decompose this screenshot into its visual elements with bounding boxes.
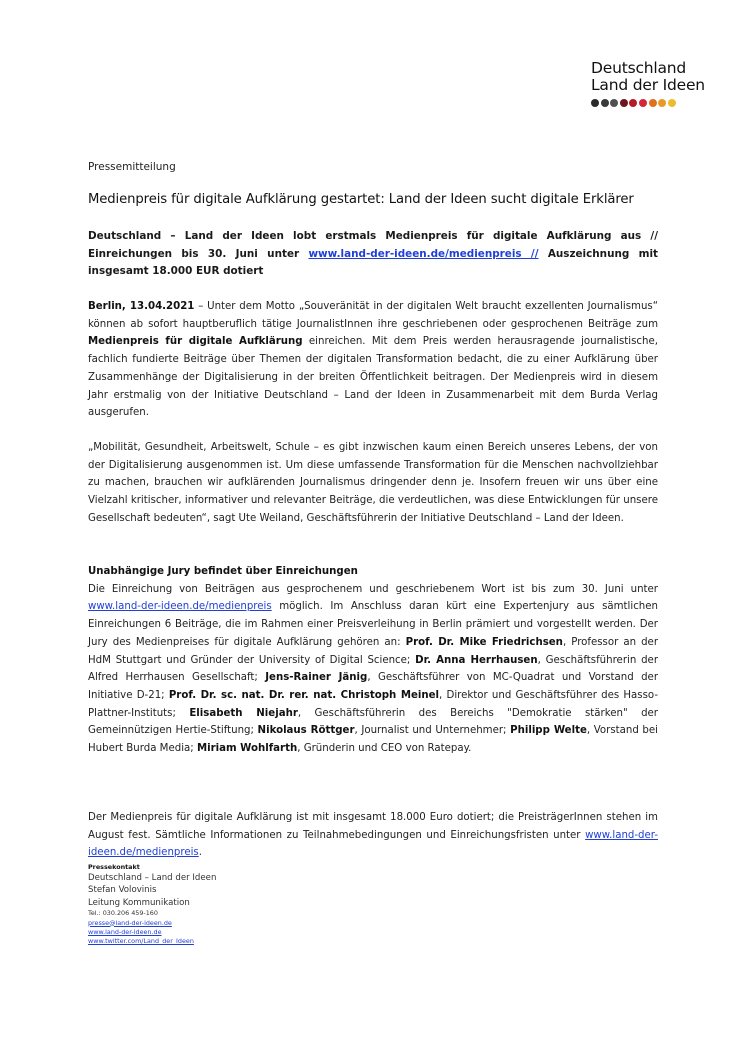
contact-role: Leitung Kommunikation: [88, 897, 190, 908]
contact-phone: Tel.: 030.206 459-160: [88, 909, 158, 918]
juror-name: Dr. Anna Herrhausen: [415, 654, 538, 666]
juror-name: Philipp Welte: [510, 725, 587, 737]
deutschland-land-der-ideen-logo: [591, 60, 711, 107]
document-type-label: Pressemitteilung: [88, 161, 176, 173]
logo-line-1: Deutschland: [591, 59, 687, 77]
juror-name: Prof. Dr. Mike Friedrichsen: [405, 636, 563, 648]
logo-dot-icon: [620, 99, 628, 107]
logo-dot-icon: [639, 99, 647, 107]
logo-line-2: Land der Ideen: [591, 76, 705, 94]
logo-dot-icon: [601, 99, 609, 107]
contact-org: Deutschland – Land der Ideen: [88, 873, 217, 883]
dateline: Berlin, 13.04.2021: [88, 301, 195, 312]
lead-link-medienpreis[interactable]: www.land-der-ideen.de/medienpreis //: [308, 247, 539, 260]
juror-name: Jens-Rainer Jänig: [265, 672, 368, 684]
contact-name: Stefan Volovinis: [88, 885, 157, 896]
paragraph-prize-info: [88, 809, 658, 862]
prize-info-link-medienpreis[interactable]: www.land-der-ideen.de/medienpreis: [88, 829, 658, 859]
paragraph-jury: [88, 563, 658, 758]
juror-role: , Journalist und Unternehmer;: [354, 725, 511, 737]
logo-dot-icon: [610, 99, 618, 107]
press-contact: [88, 862, 216, 946]
intro-text-2: einreichen. Mit dem Preis werden herausragende journalistische, fachlich fundierte Beiträge über Themen der digitalen Transformation bedacht, die zu einer Aufklärung über Zusammenhänge der Digitalisierung in der breiten Öffentlichkeit beitragen. Der Medienpreis wird in diesem Jahr erstmalig von der Initiative Deutschland – Land der Ideen in Zusammenarbeit mit dem Burda Verlag ausgerufen.: [88, 336, 658, 419]
paragraph-intro: [88, 298, 658, 422]
logo-dot-icon: [649, 99, 657, 107]
prize-info-text-1: Der Medienpreis für digitale Aufklärung ist mit insgesamt 18.000 Euro dotiert; die PreisträgerInnen stehen im August fest. Sämtliche Informationen zu Teilnahmebedingungen und Einreichungsfristen unter: [88, 812, 658, 841]
headline: Medienpreis für digitale Aufklärung gestartet: Land der Ideen sucht digitale Erklärer: [88, 192, 634, 207]
juror-name: Miriam Wohlfarth: [196, 743, 298, 755]
prize-info-text-2: .: [198, 847, 202, 859]
jury-subheading: Unabhängige Jury befindet über Einreichungen: [88, 566, 358, 577]
juror-role: , Geschäftsführerin des Bereichs "Demokratie stärken" der Gemeinnützigen Hertie-Stiftung;: [88, 707, 658, 737]
press-contact-title: Pressekontakt: [88, 863, 140, 871]
juror-name: Nikolaus Röttger: [257, 725, 355, 737]
juror-role: , Vorstand bei Hubert Burda Media;: [88, 725, 658, 755]
jury-text-1: Die Einreichung von Beiträgen aus gesprochenem und geschriebenem Wort ist bis zum 30. Juni unter: [88, 583, 658, 595]
contact-twitter-link[interactable]: www.twitter.com/Land_der_Ideen: [88, 937, 194, 946]
intro-text-1: – Unter dem Motto „Souveränität in der digitalen Welt braucht exzellenten Journalismus“ können ab sofort hauptberuflich tätige JournalistInnen ihre geschriebenen oder gesprochenen Beiträge zum: [88, 301, 658, 330]
juror-role: , Professor an der HdM Stuttgart und Gründer der University of Digital Science;: [88, 636, 659, 666]
logo-dot-icon: [668, 99, 676, 107]
juror-name: Prof. Dr. sc. nat. Dr. rer. nat. Christoph Meinel: [168, 689, 440, 701]
jury-link-medienpreis[interactable]: www.land-der-ideen.de/medienpreis: [88, 601, 272, 613]
lead-text-2: Auszeichnung mit insgesamt 18.000 EUR dotiert: [88, 247, 658, 278]
logo-dot-icon: [629, 99, 637, 107]
contact-email-link[interactable]: presse@land-der-ideen.de: [88, 918, 172, 927]
jury-text-2: möglich. Im Anschluss daran kürt eine Expertenjury aus sämtlichen Einreichungen 6 Beiträge, die im Rahmen einer Preisverleihung in Berlin prämiert und vorgestellt werden. Der Jury des Medienpreises für digitale Aufklärung gehören an:: [88, 601, 658, 648]
contact-web-link[interactable]: www.land-der-ideen.de: [88, 927, 162, 936]
paragraph-quote: „Mobilität, Gesundheit, Arbeitswelt, Schule – es gibt inzwischen kaum einen Bereich unseres Lebens, der von der Digitalisierung ausgenommen ist. Um diese umfassende Transformation für die Menschen nachvollziehbar zu machen, brauchen wir aufklärenden Journalismus dringender denn je. Insofern freuen wir uns über eine Vielzahl kritischer, informativer und relevanter Beiträge, die verdeutlichen, was diese Entwicklungen für unsere Gesellschaft bedeuten“, sagt Ute Weiland, Geschäftsführerin der Initiative Deutschland – Land der Ideen.: [88, 442, 658, 524]
juror-name: Elisabeth Niejahr: [189, 707, 298, 719]
lead-text-1: Deutschland – Land der Ideen lobt erstmals Medienpreis für digitale Aufklärung aus // Einreichungen bis 30. Juni unter: [88, 230, 658, 260]
jury-text: [88, 581, 658, 758]
juror-role: , Direktor und Geschäftsführer des Hasso-Plattner-Instituts;: [88, 689, 658, 719]
juror-role: , Gründerin und CEO von Ratepay.: [297, 743, 472, 755]
prize-name: Medienpreis für digitale Aufklärung: [88, 336, 303, 348]
logo-dots: [591, 99, 711, 107]
logo-dot-icon: [658, 99, 666, 107]
lead-paragraph: [88, 228, 658, 281]
logo-dot-icon: [591, 99, 599, 107]
juror-role: , Geschäftsführerin der Alfred Herrhausen Gesellschaft;: [88, 654, 659, 684]
juror-role: , Geschäftsführer von MC-Quadrat und Vorstand der Initiative D-21;: [88, 672, 659, 701]
